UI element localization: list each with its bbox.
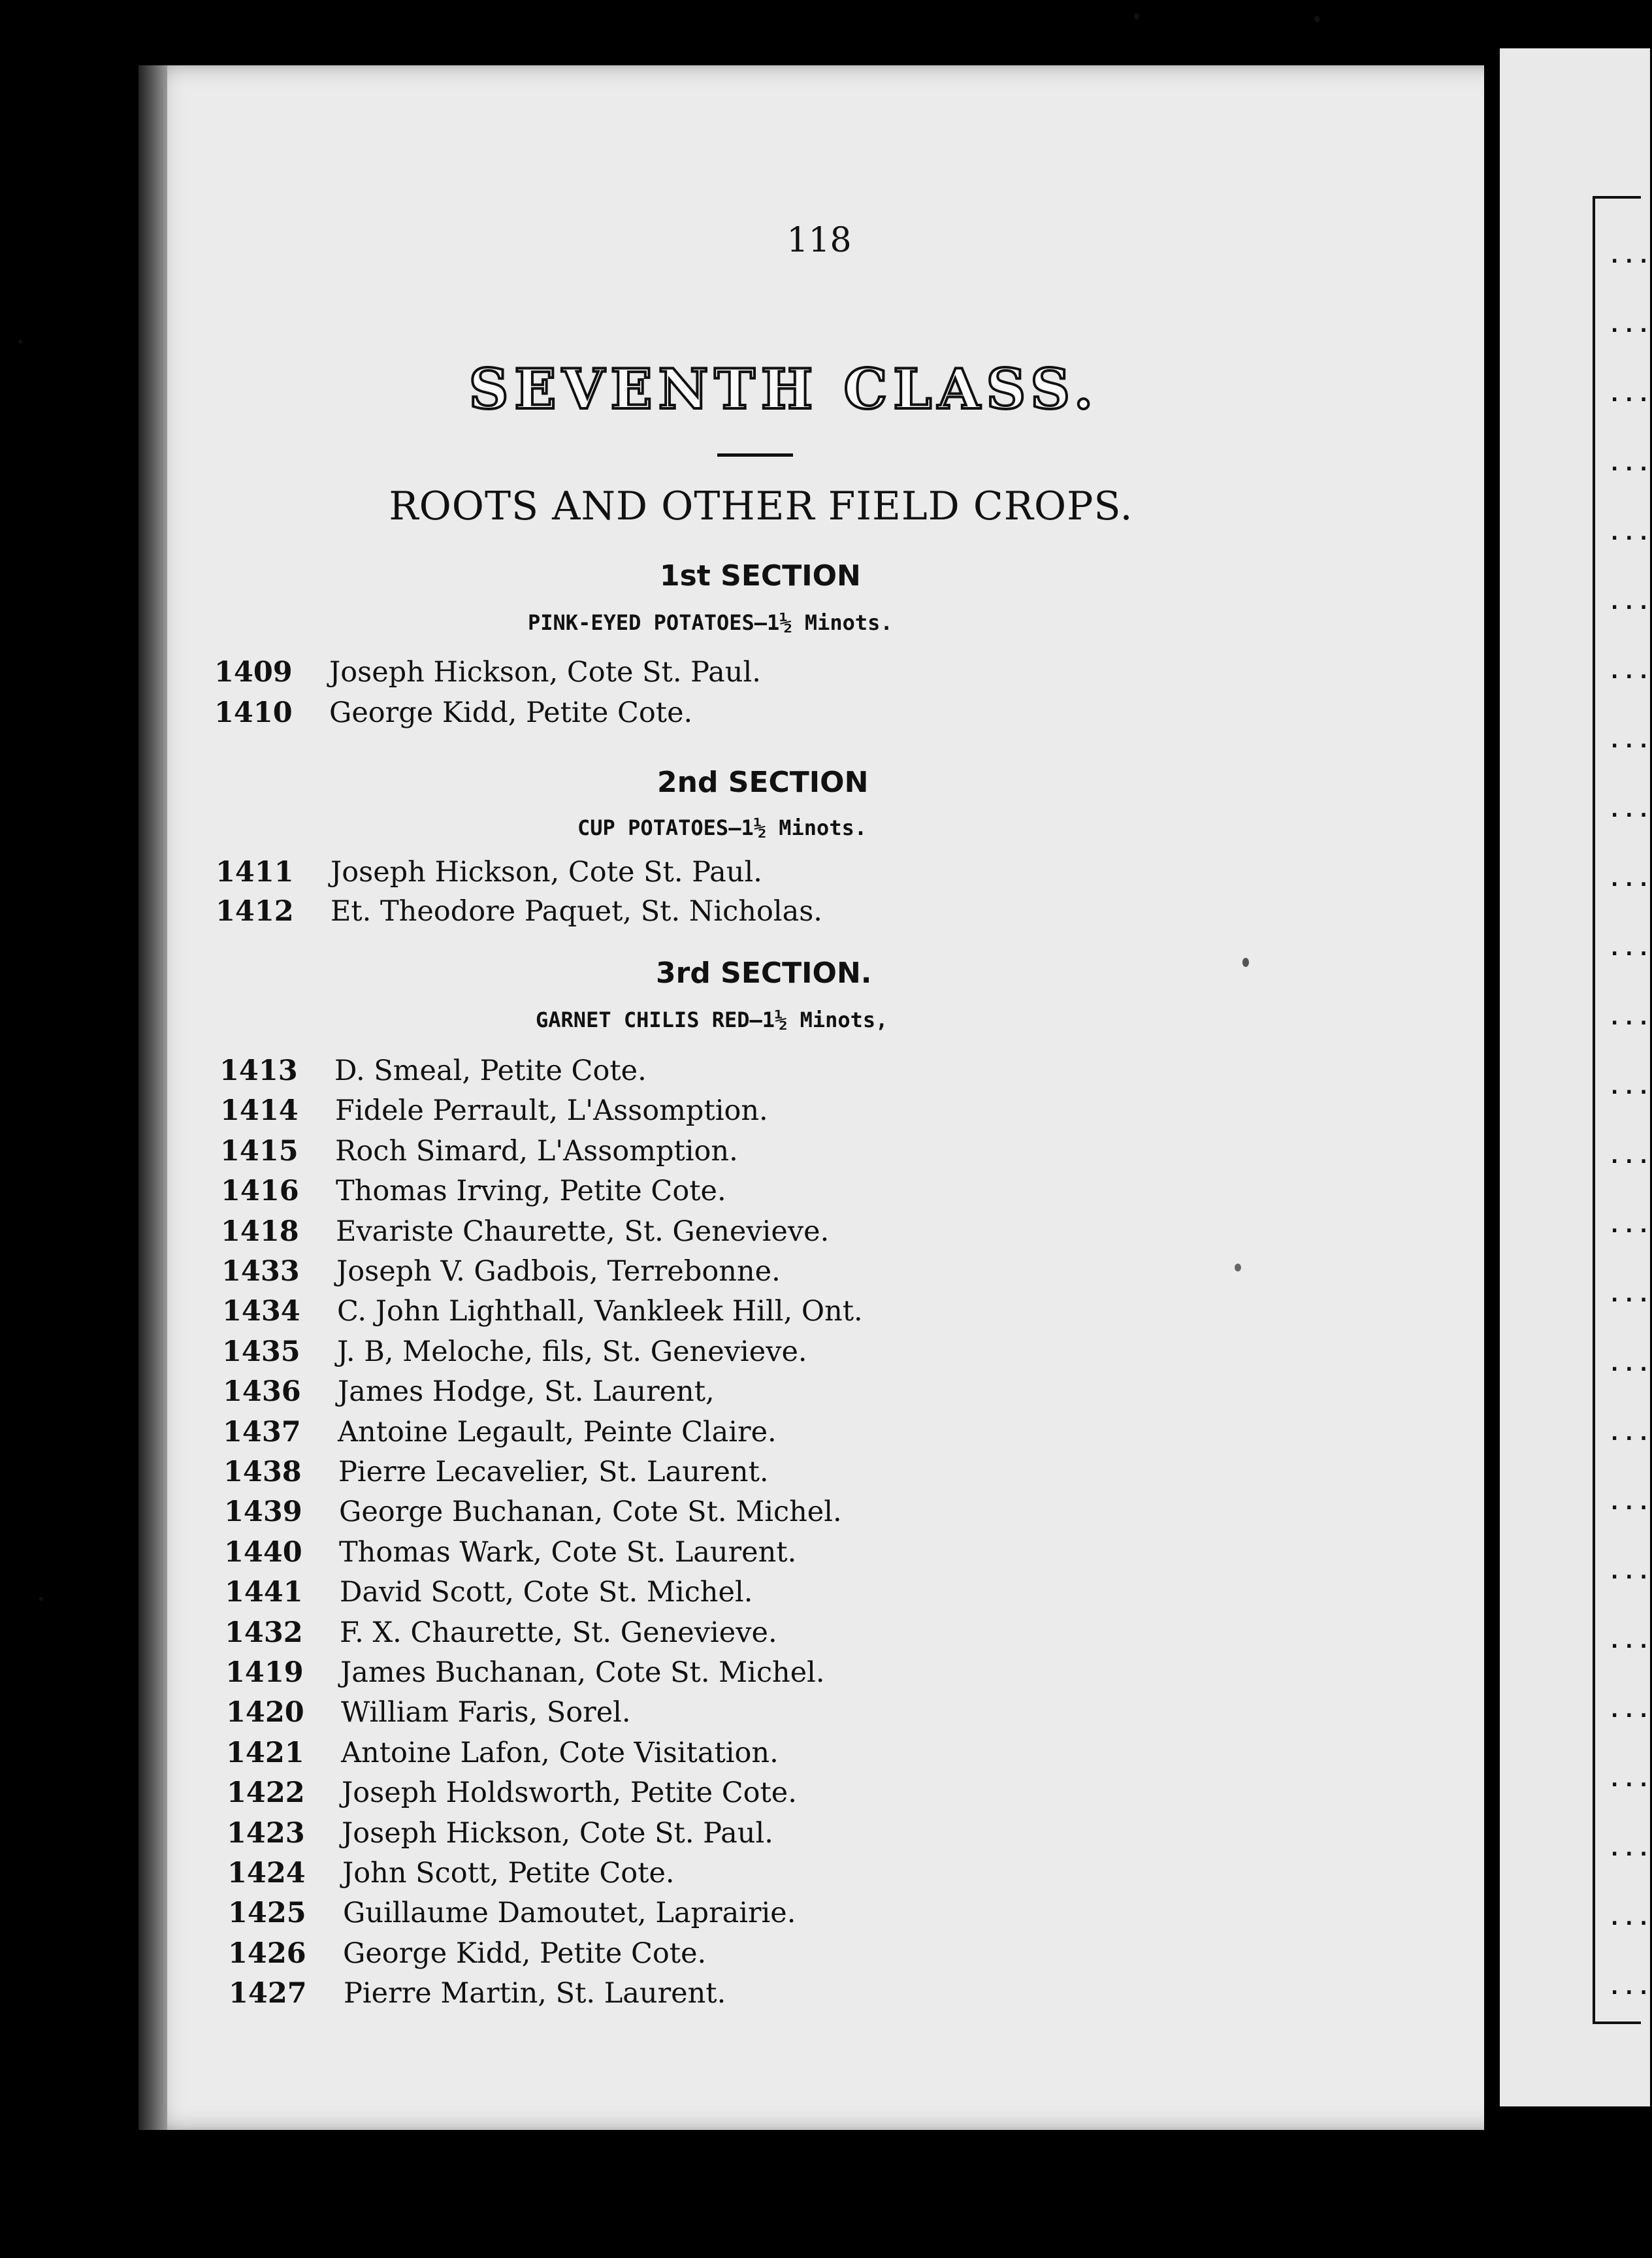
- facing-page-dots: ...: [1608, 1005, 1652, 1030]
- list-item: [226, 1696, 631, 1729]
- facing-page-dots: ...: [1608, 728, 1652, 753]
- list-item: [223, 1456, 769, 1488]
- class-title: SEVENTH CLASS.: [468, 357, 1099, 421]
- facing-page-dots: ...: [1608, 1974, 1652, 1999]
- entry-name: George Kidd, Petite Cote.: [343, 1937, 707, 1970]
- facing-page-dots: ...: [1608, 1836, 1652, 1861]
- entry-number: 1438: [223, 1456, 302, 1488]
- list-item: [227, 1776, 797, 1809]
- facing-page-dots: ...: [1608, 382, 1652, 406]
- facing-page-dots: ...: [1608, 797, 1652, 822]
- entry-name: Roch Simard, L'Assomption.: [335, 1135, 738, 1168]
- facing-page-dots: ...: [1608, 1905, 1652, 1930]
- entry-number: 1423: [227, 1817, 305, 1850]
- list-item: [220, 1135, 738, 1168]
- entry-name: George Buchanan, Cote St. Michel.: [339, 1496, 842, 1528]
- entry-number: 1409: [214, 656, 293, 689]
- list-item: [222, 1295, 863, 1328]
- entry-name: John Scott, Petite Cote.: [342, 1857, 675, 1890]
- entry-name: Thomas Wark, Cote St. Laurent.: [339, 1536, 797, 1569]
- scan-speck: [1134, 13, 1139, 20]
- facing-page-dots: ...: [1608, 243, 1652, 268]
- list-item: [225, 1616, 777, 1649]
- facing-page-dots: ...: [1608, 520, 1652, 545]
- list-item: [214, 656, 761, 689]
- entry-name: Evariste Chaurette, St. Genevieve.: [336, 1215, 830, 1248]
- scan-speck: [1242, 958, 1249, 967]
- scan-speck: [1235, 1264, 1241, 1271]
- entry-number: 1418: [221, 1215, 299, 1248]
- list-item: [224, 1536, 796, 1569]
- list-item: [229, 1977, 726, 2010]
- facing-page-dots: ...: [1608, 1074, 1652, 1099]
- entry-name: Joseph Hickson, Cote St. Paul.: [342, 1817, 773, 1850]
- scan-speck: [39, 1597, 43, 1601]
- entry-number: 1411: [216, 856, 294, 889]
- entry-number: 1426: [228, 1937, 306, 1970]
- list-item: [214, 696, 692, 729]
- entry-name: James Hodge, St. Laurent,: [338, 1375, 715, 1408]
- entry-name: Joseph Hickson, Cote St. Paul.: [329, 656, 761, 689]
- entry-number: 1419: [225, 1656, 304, 1689]
- entry-name: Guillaume Damoutet, Laprairie.: [343, 1897, 796, 1929]
- entry-name: Joseph V. Gadbois, Terrebonne.: [336, 1255, 781, 1288]
- list-item: [219, 1055, 647, 1087]
- entry-name: Thomas Irving, Petite Cote.: [336, 1175, 726, 1207]
- section-subheading-2: CUP POTATOES—1½ Minots.: [577, 815, 867, 840]
- facing-page-dots: ...: [1608, 659, 1652, 683]
- entry-number: 1421: [226, 1737, 304, 1769]
- entry-name: J. B, Meloche, fils, St. Genevieve.: [337, 1335, 807, 1368]
- entry-number: 1413: [219, 1055, 298, 1087]
- entry-number: 1436: [223, 1375, 301, 1408]
- list-item: [227, 1817, 773, 1850]
- list-item: [221, 1175, 726, 1207]
- page-number: 118: [786, 221, 852, 260]
- entry-number: 1415: [220, 1135, 299, 1168]
- section-subheading-3: GARNET CHILIS RED—1½ Minots,: [536, 1007, 888, 1032]
- entry-number: 1440: [224, 1536, 302, 1569]
- entry-name: William Faris, Sorel.: [341, 1696, 631, 1729]
- facing-page-dots: ...: [1608, 1282, 1652, 1307]
- list-item: [216, 856, 762, 889]
- list-item: [223, 1375, 715, 1408]
- entry-number: 1420: [226, 1696, 304, 1729]
- facing-page-dots: ...: [1608, 1213, 1652, 1237]
- entry-name: Antoine Legault, Peinte Claire.: [338, 1416, 777, 1448]
- entry-number: 1435: [222, 1335, 300, 1368]
- entry-number: 1425: [228, 1897, 306, 1929]
- entry-name: F. X. Chaurette, St. Genevieve.: [340, 1616, 777, 1649]
- entry-number: 1432: [225, 1616, 303, 1649]
- entry-number: 1433: [221, 1255, 300, 1288]
- facing-page-dots: ...: [1608, 312, 1652, 337]
- entry-number: 1412: [216, 895, 294, 928]
- list-item: [225, 1576, 753, 1609]
- facing-page-dots: ...: [1608, 1559, 1652, 1584]
- entry-number: 1441: [225, 1576, 303, 1609]
- entry-number: 1439: [224, 1496, 302, 1528]
- entry-name: D. Smeal, Petite Cote.: [334, 1055, 647, 1087]
- entry-number: 1410: [214, 696, 293, 729]
- facing-page-dots: ...: [1608, 589, 1652, 614]
- section-heading-2: 2nd SECTION: [657, 766, 869, 799]
- section-heading-3: 3rd SECTION.: [656, 957, 872, 990]
- entry-name: Pierre Martin, St. Laurent.: [344, 1977, 726, 2010]
- facing-page-dots: ...: [1608, 1767, 1652, 1792]
- entry-name: Fidele Perrault, L'Assomption.: [335, 1094, 768, 1127]
- list-item: [226, 1737, 779, 1769]
- list-item: [227, 1857, 675, 1890]
- scan-speck: [18, 340, 22, 344]
- list-item: [223, 1416, 777, 1448]
- facing-page-dots: ...: [1608, 1697, 1652, 1722]
- entry-name: Antoine Lafon, Cote Visitation.: [341, 1737, 779, 1769]
- facing-page-dots: ...: [1608, 1420, 1652, 1445]
- list-item: [221, 1255, 781, 1288]
- entry-number: 1434: [222, 1295, 300, 1328]
- title-divider: [717, 453, 793, 457]
- entry-name: C. John Lighthall, Vankleek Hill, Ont.: [337, 1295, 863, 1328]
- entry-number: 1416: [221, 1175, 299, 1207]
- entry-name: David Scott, Cote St. Michel.: [340, 1576, 753, 1609]
- scan-speck: [1314, 16, 1320, 22]
- entry-name: Et. Theodore Paquet, St. Nicholas.: [331, 895, 822, 928]
- entry-number: 1422: [227, 1776, 305, 1809]
- entry-name: Joseph Holdsworth, Petite Cote.: [342, 1776, 797, 1809]
- facing-page-dots: ...: [1608, 1351, 1652, 1376]
- entry-name: George Kidd, Petite Cote.: [329, 696, 693, 729]
- list-item: [228, 1937, 706, 1970]
- facing-page-dots: ...: [1608, 936, 1652, 960]
- entry-number: 1437: [223, 1416, 301, 1448]
- entry-name: Joseph Hickson, Cote St. Paul.: [331, 856, 762, 889]
- crop-title: ROOTS AND OTHER FIELD CROPS.: [389, 483, 1133, 529]
- facing-page-dots: ...: [1608, 866, 1652, 891]
- entry-name: James Buchanan, Cote St. Michel.: [340, 1656, 825, 1689]
- list-item: [221, 1215, 829, 1248]
- list-item: [228, 1897, 796, 1929]
- entry-name: Pierre Lecavelier, St. Laurent.: [338, 1456, 769, 1488]
- entry-number: 1427: [229, 1977, 307, 2010]
- facing-page-dots: ...: [1608, 451, 1652, 476]
- list-item: [224, 1496, 842, 1528]
- list-item: [222, 1335, 807, 1368]
- entry-number: 1424: [227, 1857, 306, 1890]
- section-subheading-1: PINK-EYED POTATOES—1½ Minots.: [528, 610, 893, 635]
- entry-number: 1414: [220, 1094, 299, 1127]
- list-item: [216, 895, 822, 928]
- facing-page-dots: ...: [1608, 1143, 1652, 1168]
- list-item: [220, 1094, 768, 1127]
- section-heading-1: 1st SECTION: [660, 559, 861, 593]
- list-item: [225, 1656, 825, 1689]
- facing-page-dots: ...: [1608, 1490, 1652, 1514]
- facing-page-dots: ...: [1608, 1628, 1652, 1653]
